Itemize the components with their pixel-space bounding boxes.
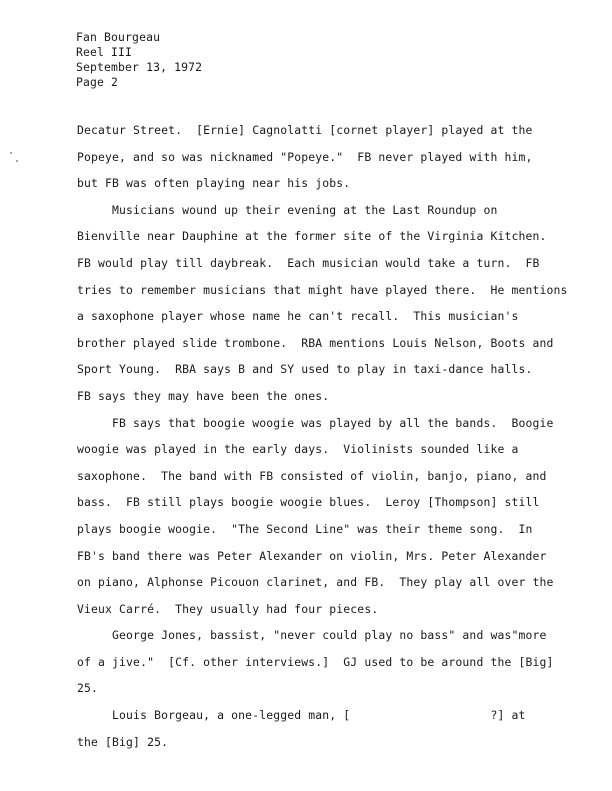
transcript-line: Louis Borgeau, a one-legged man, [ ?] at: [77, 708, 526, 723]
transcript-line: a saxophone player whose name he can't recall. This musician's: [77, 309, 519, 324]
page-number: Page 2: [76, 75, 119, 89]
scan-speck: [16, 160, 18, 162]
transcript-line: Sport Young. RBA says B and SY used to play in taxi-dance halls.: [77, 362, 533, 377]
transcript-line: brother played slide trombone. RBA mentions Louis Nelson, Boots and: [77, 335, 554, 350]
transcript-line: FB says they may have been the ones.: [77, 388, 330, 403]
transcript-line: the [Big] 25.: [77, 734, 169, 749]
transcript-line: tries to remember musicians that might have played there. He mentions: [77, 282, 568, 297]
transcript-line: plays boogie woogie. "The Second Line" was their theme song. In: [77, 521, 533, 536]
transcript-line: Vieux Carré. They usually had four pieces.: [77, 601, 379, 616]
transcript-line: saxophone. The band with FB consisted of violin, banjo, piano, and: [77, 468, 547, 483]
transcript-line: Popeye, and so was nicknamed "Popeye." FB never played with him,: [77, 149, 533, 164]
transcript-line: 25.: [77, 681, 99, 696]
transcript-line: FB's band there was Peter Alexander on violin, Mrs. Peter Alexander: [77, 548, 547, 563]
transcript-line: bass. FB still plays boogie woogie blues. Leroy [Thompson] still: [77, 495, 540, 510]
transcript-line: Musicians wound up their evening at the Last Roundup on: [77, 202, 498, 217]
transcript-line: FB says that boogie woogie was played by all the bands. Boogie: [77, 415, 554, 430]
transcript-line: woogie was played in the early days. Violinists sounded like a: [77, 442, 519, 457]
transcript-line: Bienville near Dauphine at the former site of the Virginia Kitchen.: [77, 229, 547, 244]
reel-label: Reel III: [76, 45, 133, 59]
transcript-body: [77, 117, 577, 755]
scan-speck: [10, 152, 12, 154]
interview-date: September 13, 1972: [76, 60, 203, 74]
transcript-line: George Jones, bassist, "never could play no bass" and was"more: [77, 628, 547, 643]
interviewee-name: Fan Bourgeau: [76, 30, 161, 44]
transcript-line: on piano, Alphonse Picouon clarinet, and FB. They play all over the: [77, 575, 554, 590]
transcript-line: of a jive." [Cf. other interviews.] GJ used to be around the [Big]: [77, 654, 554, 669]
transcript-line: Decatur Street. [Ernie] Cagnolatti [cornet player] played at the: [77, 123, 533, 137]
transcript-line: but FB was often playing near his jobs.: [77, 176, 351, 191]
transcript-line: FB would play till daybreak. Each musician would take a turn. FB: [77, 255, 540, 270]
page-header: [76, 30, 202, 90]
